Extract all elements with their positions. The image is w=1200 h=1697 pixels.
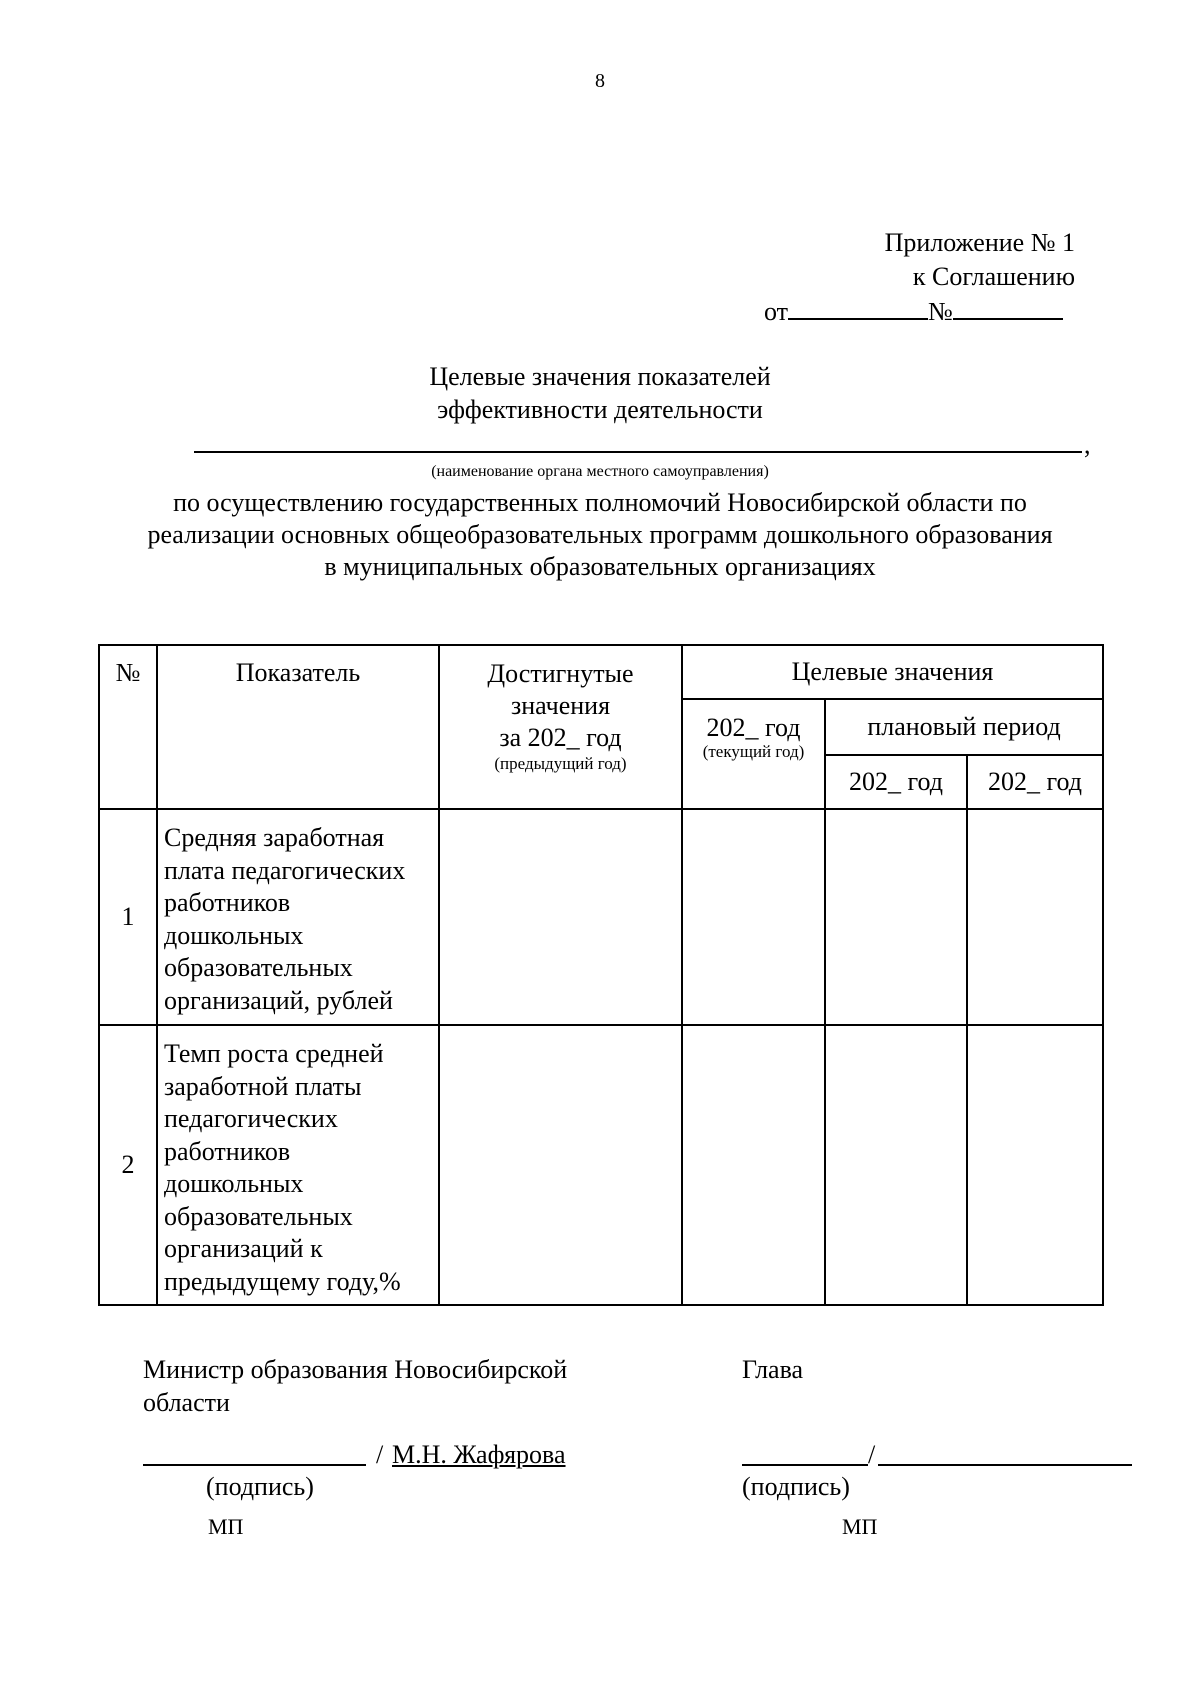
minister-title-line2: области (143, 1388, 230, 1417)
head-name-blank[interactable] (878, 1464, 1132, 1466)
number-blank[interactable] (953, 296, 1063, 320)
indicators-table (98, 644, 1104, 1306)
row-1-indicator-line: работников (164, 888, 291, 917)
document-title-line2: эффективности деятельности (437, 395, 763, 424)
purpose-line-1: по осуществлению государственных полномочий Новосибирской области по (173, 488, 1027, 517)
row-2-indicator-line: Темп роста средней (164, 1039, 384, 1068)
header-achieved-note: (предыдущий год) (494, 754, 627, 773)
row-2-plan1-cell[interactable] (825, 1025, 967, 1305)
document-title-line1: Целевые значения показателей (429, 362, 771, 391)
head-title: Глава (742, 1355, 804, 1384)
header-plan-year-2: 202_ год (967, 755, 1103, 809)
row-2-plan2-cell[interactable] (967, 1025, 1103, 1305)
number-label: № (928, 297, 953, 326)
row-1-plan1-cell[interactable] (825, 809, 967, 1025)
row-2-indicator-line: педагогических (164, 1104, 338, 1133)
purpose-line-2: реализации основных общеобразовательных программ дошкольного образования (147, 520, 1053, 549)
row-1-num: 1 (99, 809, 157, 1025)
header-achieved (439, 645, 682, 809)
header-achieved-line2: значения (510, 691, 611, 720)
row-1-plan2-cell[interactable] (967, 809, 1103, 1025)
date-blank[interactable] (788, 296, 928, 320)
appendix-title: Приложение № 1 (884, 228, 1075, 257)
from-label: от (764, 297, 789, 326)
table-row (99, 1025, 1103, 1305)
header-plan-period: плановый период (825, 699, 1103, 755)
minister-signature-blank[interactable] (143, 1464, 366, 1466)
row-2-indicator-line: предыдущему году,% (164, 1266, 401, 1296)
row-2-indicator-line: образовательных (164, 1201, 353, 1231)
header-achieved-line3: за 202_ год (499, 723, 622, 752)
row-2-indicator-line: организаций к (164, 1234, 323, 1263)
row-1-indicator (157, 809, 439, 1025)
appendix-date-line (764, 296, 1063, 327)
row-2-indicator (157, 1025, 439, 1305)
title-comma: , (1084, 430, 1091, 459)
header-plan-year-1: 202_ год (825, 755, 967, 809)
header-current-year (682, 699, 825, 809)
row-2-indicator-line: заработной платы (164, 1071, 362, 1101)
minister-title-line1: Министр образования Новосибирской (143, 1355, 568, 1384)
purpose-line-3: в муниципальных образовательных организациях (324, 552, 876, 581)
header-current-year-note: (текущий год) (702, 742, 805, 761)
row-2-indicator-line: работников (164, 1136, 291, 1166)
row-1-indicator-line: организаций, рублей (164, 985, 393, 1015)
row-1-current-cell[interactable] (682, 809, 825, 1025)
purpose-text (120, 487, 1080, 583)
minister-signature-slash: / (376, 1440, 384, 1469)
table-row (99, 809, 1103, 1025)
page-number: 8 (595, 70, 605, 92)
minister-name: М.Н. Жафярова (392, 1440, 566, 1469)
appendix-agreement: к Соглашению (912, 262, 1075, 291)
row-2-achieved-cell[interactable] (439, 1025, 682, 1305)
row-2-indicator-line: дошкольных (164, 1169, 304, 1198)
authority-caption: (наименование органа местного самоуправления) (431, 463, 769, 480)
header-num: № (99, 645, 157, 809)
row-1-indicator-line: плата педагогических (164, 855, 406, 885)
minister-stamp: МП (208, 1514, 244, 1539)
head-signature-slash: / (868, 1440, 876, 1469)
header-achieved-line1: Достигнутые (487, 659, 634, 688)
row-1-indicator-line: образовательных (164, 953, 353, 982)
head-stamp: МП (842, 1514, 878, 1539)
row-2-num: 2 (99, 1025, 157, 1305)
row-1-indicator-line: Средняя заработная (164, 823, 385, 852)
authority-name-blank[interactable] (194, 451, 1082, 453)
header-target: Целевые значения (682, 645, 1103, 699)
head-signature-blank[interactable] (742, 1464, 868, 1466)
row-1-indicator-line: дошкольных (164, 920, 304, 950)
header-current-year-label: 202_ год (706, 713, 801, 742)
minister-sign-caption: (подпись) (206, 1472, 314, 1501)
head-sign-caption: (подпись) (742, 1472, 850, 1501)
header-indicator: Показатель (157, 645, 439, 809)
row-2-current-cell[interactable] (682, 1025, 825, 1305)
row-1-achieved-cell[interactable] (439, 809, 682, 1025)
